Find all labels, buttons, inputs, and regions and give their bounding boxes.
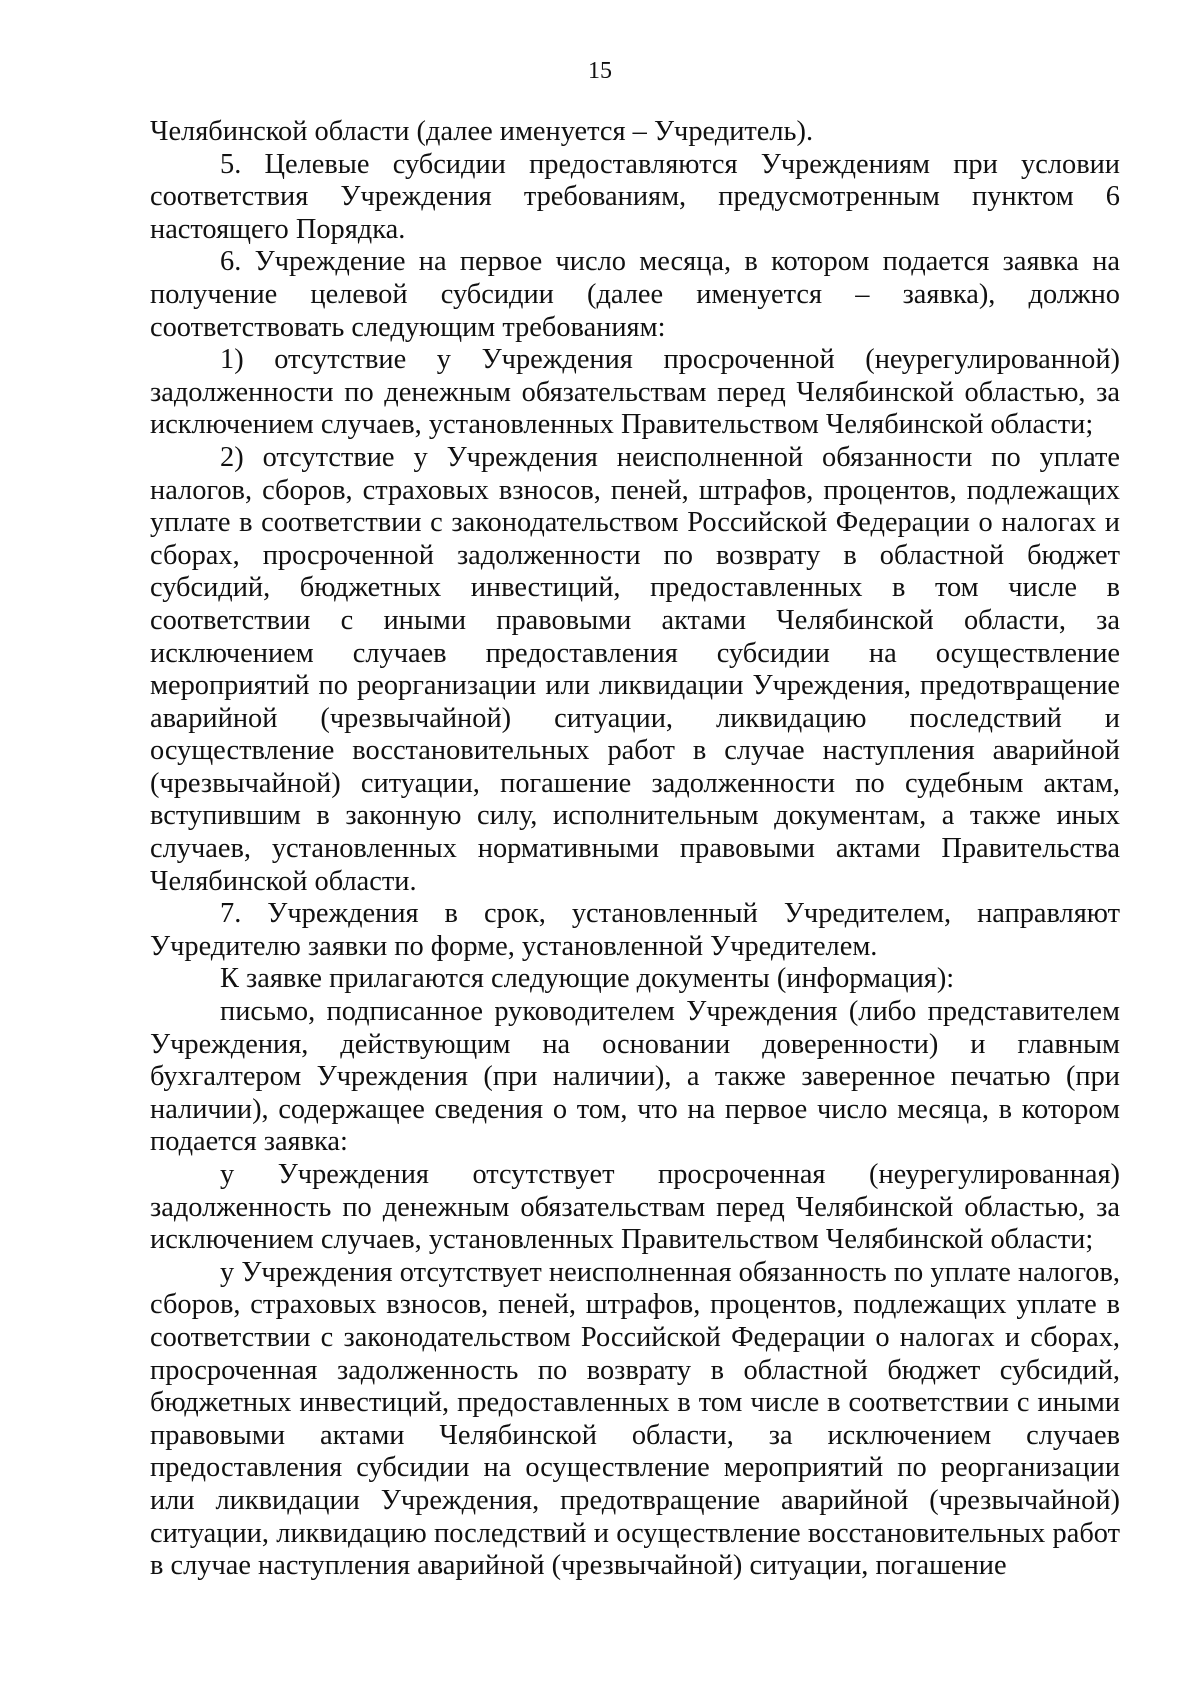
text-line: Учреждения, действующим на основании доверенности) и главным [150, 1028, 1120, 1060]
text-line: ситуации, ликвидацию последствий и осуществление восстановительных работ [150, 1517, 1120, 1549]
text-line: наличии), содержащее сведения о том, что на первое число месяца, в котором [150, 1093, 1120, 1125]
text-line: исключением случаев предоставления субсидии на осуществление [150, 637, 1120, 669]
text-line: Челябинской области. [150, 865, 417, 897]
text-line: 5. Целевые субсидии предоставляются Учреждениям при условии [220, 148, 1120, 180]
paragraph-p7-d [150, 1257, 1120, 1583]
text-line: предоставления субсидии на осуществление мероприятий по реорганизации [150, 1452, 1120, 1484]
text-line: задолженности по денежным обязательствам перед Челябинской областью, за [150, 376, 1120, 408]
text-line: получение целевой субсидии (далее именуется – заявка), должно [150, 278, 1120, 310]
text-line: у Учреждения отсутствует просроченная (неурегулированная) [220, 1159, 1120, 1190]
text-line: сборов, страховых взносов, пеней, штрафов, процентов, подлежащих уплате в [150, 1289, 1120, 1321]
text-line: подается заявка: [150, 1126, 348, 1158]
text-line: соответствовать следующим требованиям: [150, 311, 666, 343]
paragraph-p7-b [150, 996, 1120, 1159]
paragraph-p7-c [150, 1159, 1120, 1257]
text-line: соответствии с иными правовыми актами Челябинской области, за [150, 604, 1120, 636]
text-line: бухгалтером Учреждения (при наличии), а также заверенное печатью (при [150, 1061, 1120, 1093]
text-line: 2) отсутствие у Учреждения неисполненной обязанности по уплате [220, 441, 1120, 473]
text-line: 1) отсутствие у Учреждения просроченной (неурегулированной) [220, 344, 1120, 376]
text-line: исключением случаев, установленных Правительством Челябинской области; [150, 1224, 1094, 1256]
text-line: исключением случаев, установленных Правительством Челябинской области; [150, 409, 1094, 441]
document-body [150, 116, 1120, 1583]
text-line: в случае наступления аварийной (чрезвычайной) ситуации, погашение [150, 1550, 1007, 1582]
text-line: уплате в соответствии с законодательством Российской Федерации о налогах и [150, 507, 1120, 539]
paragraph-p6-1 [150, 344, 1120, 442]
text-line: Челябинской области (далее именуется – Учредитель). [150, 116, 814, 147]
text-line: соответствия Учреждения требованиям, предусмотренным пунктом 6 [150, 181, 1120, 213]
text-line: Учредителю заявки по форме, установленной Учредителем. [150, 930, 878, 962]
text-line: сборах, просроченной задолженности по возврату в областной бюджет [150, 539, 1120, 571]
paragraph-p7-a [150, 963, 1120, 996]
text-line: бюджетных инвестиций, предоставленных в том числе в соответствии с иными [150, 1387, 1120, 1419]
text-line: вступившим в законную силу, исполнительным документам, а также иных [150, 800, 1120, 832]
text-line: 6. Учреждение на первое число месяца, в котором подается заявка на [220, 246, 1120, 278]
paragraph-p6-2 [150, 442, 1120, 898]
text-line: случаев, установленных нормативными правовыми актами Правительства [150, 833, 1120, 865]
text-line: субсидий, бюджетных инвестиций, предоставленных в том числе в [150, 572, 1120, 604]
text-line: настоящего Порядка. [150, 213, 406, 245]
text-line: просроченная задолженность по возврату в областной бюджет субсидий, [150, 1354, 1120, 1386]
text-line: налогов, сборов, страховых взносов, пеней, штрафов, процентов, подлежащих [150, 474, 1120, 506]
text-line: осуществление восстановительных работ в случае наступления аварийной [150, 735, 1120, 767]
paragraph-p5 [150, 149, 1120, 247]
page-number: 15 [588, 58, 612, 84]
text-line: у Учреждения отсутствует неисполненная обязанность по уплате налогов, [220, 1256, 1120, 1288]
text-line: К заявке прилагаются следующие документы (информация): [220, 963, 955, 995]
text-line: задолженность по денежным обязательствам перед Челябинской областью, за [150, 1191, 1120, 1223]
paragraph-p0 [150, 116, 1120, 149]
paragraph-p6 [150, 246, 1120, 344]
text-line: 7. Учреждения в срок, установленный Учредителем, направляют [220, 898, 1120, 930]
paragraph-p7 [150, 898, 1120, 963]
text-line: мероприятий по реорганизации или ликвидации Учреждения, предотвращение [150, 670, 1120, 702]
text-line: соответствии с законодательством Российской Федерации о налогах и сборах, [150, 1321, 1120, 1353]
text-line: или ликвидации Учреждения, предотвращение аварийной (чрезвычайной) [150, 1484, 1120, 1516]
text-line: аварийной (чрезвычайной) ситуации, ликвидацию последствий и [150, 702, 1120, 734]
text-line: (чрезвычайной) ситуации, погашение задолженности по судебным актам, [150, 767, 1120, 799]
text-line: правовыми актами Челябинской области, за исключением случаев [150, 1419, 1120, 1451]
text-line: письмо, подписанное руководителем Учреждения (либо представителем [220, 996, 1120, 1028]
